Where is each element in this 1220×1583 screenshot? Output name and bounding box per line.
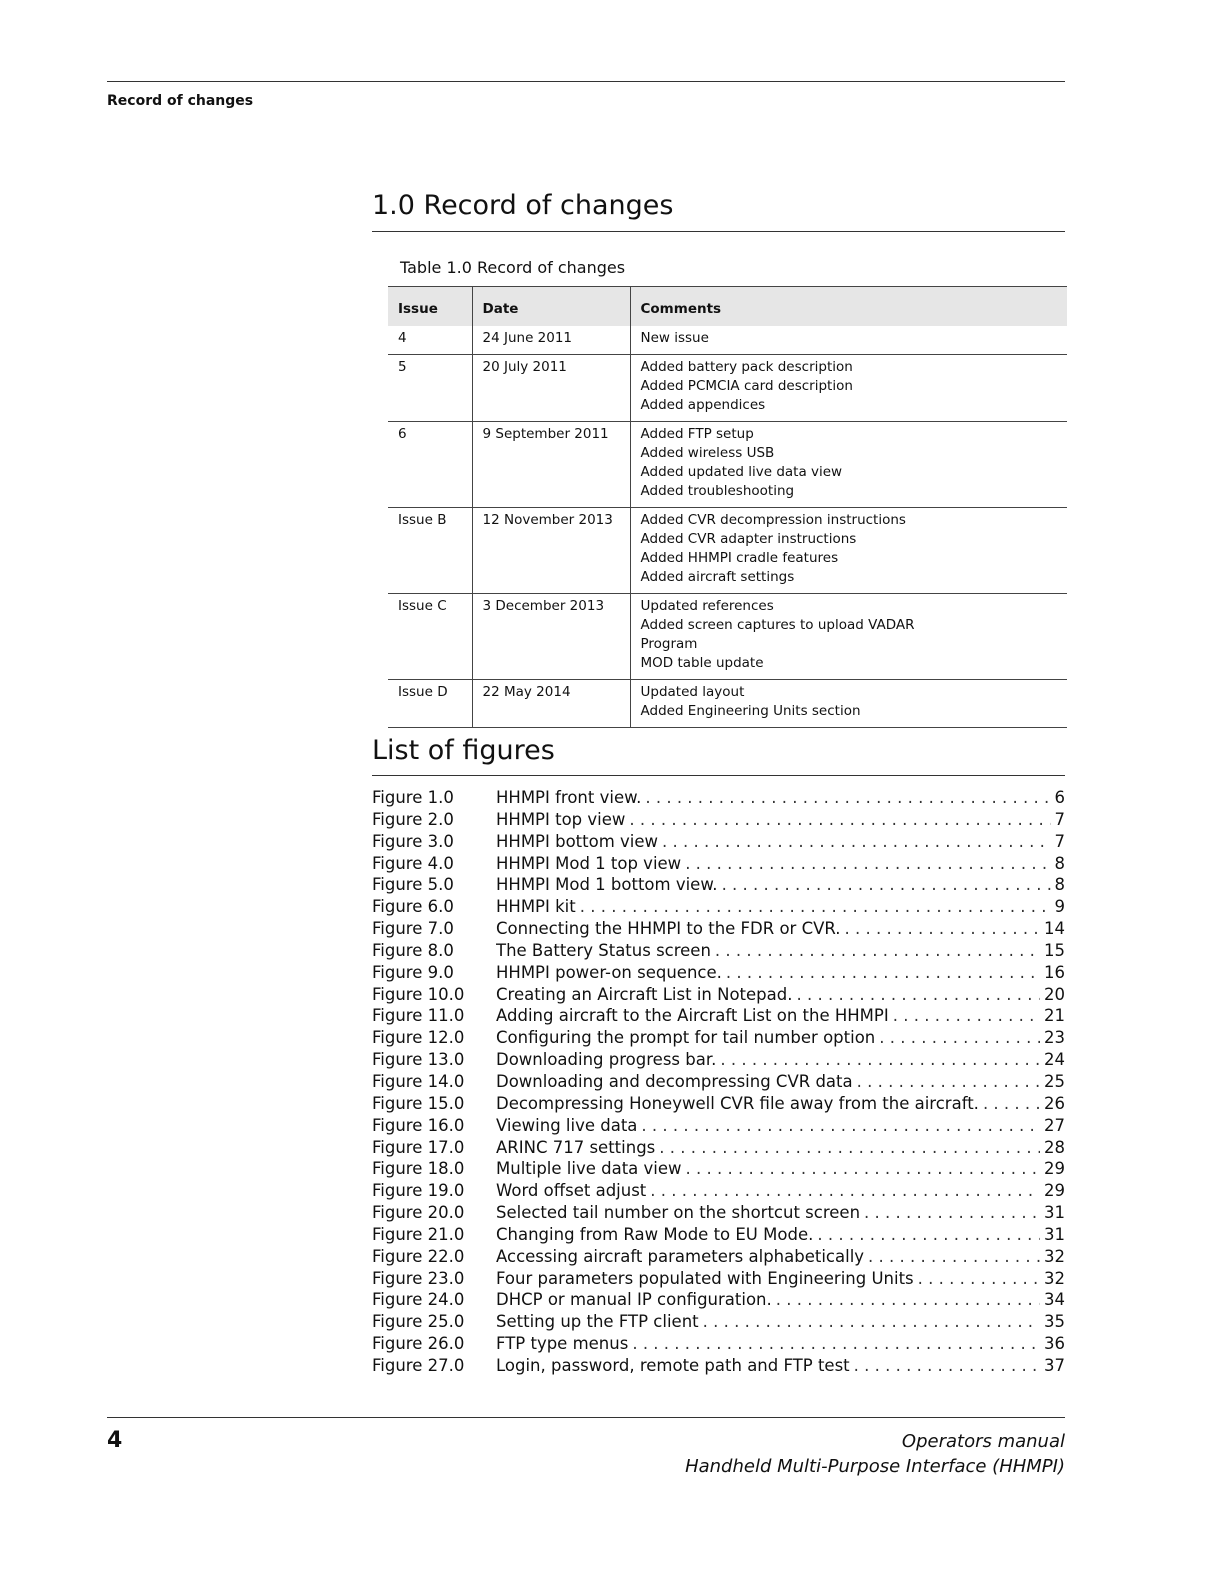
dot-leader xyxy=(854,1355,1040,1377)
dot-leader xyxy=(817,1224,1040,1246)
figure-number: Figure 4.0 xyxy=(372,853,454,873)
figure-page: 25 xyxy=(1044,1071,1065,1091)
date-cell: 20 July 2011 xyxy=(472,355,630,422)
figure-entry[interactable] xyxy=(372,1005,1065,1027)
figure-page: 32 xyxy=(1044,1246,1065,1266)
figure-entry[interactable] xyxy=(372,831,1065,853)
dot-leader xyxy=(650,1180,1040,1202)
comment-line: Updated layout xyxy=(640,684,745,700)
figure-entry[interactable] xyxy=(372,853,1065,875)
figure-page: 24 xyxy=(1044,1050,1065,1070)
figure-entry[interactable] xyxy=(372,1137,1065,1159)
figure-title: Creating an Aircraft List in Notepad. xyxy=(496,984,793,1004)
figure-entry[interactable] xyxy=(372,1333,1065,1355)
comments-cell xyxy=(630,680,1067,728)
comment-line: Added FTP setup xyxy=(640,426,754,442)
figure-title: Selected tail number on the shortcut screen xyxy=(496,1203,861,1223)
dot-leader xyxy=(641,1115,1040,1137)
dot-leader xyxy=(659,1137,1040,1159)
figure-number: Figure 5.0 xyxy=(372,875,454,895)
figure-page: 23 xyxy=(1044,1028,1065,1048)
issue-cell: Issue D xyxy=(388,680,472,728)
dot-leader xyxy=(983,1093,1040,1115)
figure-title: Four parameters populated with Engineering Units xyxy=(496,1268,914,1288)
comment-line: Added aircraft settings xyxy=(640,569,795,585)
figure-title: HHMPI power-on sequence. xyxy=(496,962,722,982)
figure-number: Figure 3.0 xyxy=(372,831,454,851)
figure-entry[interactable] xyxy=(372,1158,1065,1180)
figure-number: Figure 19.0 xyxy=(372,1181,465,1201)
figure-page: 8 xyxy=(1054,853,1065,873)
figure-entry[interactable] xyxy=(372,984,1065,1006)
figure-page: 20 xyxy=(1044,984,1065,1004)
figure-number: Figure 27.0 xyxy=(372,1355,465,1375)
comment-line: Added CVR adapter instructions xyxy=(640,531,857,547)
dot-leader xyxy=(776,1289,1040,1311)
figure-page: 35 xyxy=(1044,1312,1065,1332)
figure-number: Figure 8.0 xyxy=(372,940,454,960)
section-heading-rule xyxy=(372,231,1065,232)
figure-title: HHMPI Mod 1 bottom view. xyxy=(496,875,718,895)
figure-title: Word offset adjust xyxy=(496,1181,647,1201)
figure-title: HHMPI Mod 1 top view xyxy=(496,853,682,873)
comment-line: Added appendices xyxy=(640,397,766,413)
date-cell: 24 June 2011 xyxy=(472,326,630,355)
figure-entry[interactable] xyxy=(372,940,1065,962)
figure-page: 31 xyxy=(1044,1224,1065,1244)
comment-line: Program xyxy=(640,636,698,652)
dot-leader xyxy=(893,1005,1040,1027)
figure-title: Viewing live data xyxy=(496,1115,638,1135)
dot-leader xyxy=(726,962,1040,984)
figure-page: 29 xyxy=(1044,1181,1065,1201)
figure-number: Figure 25.0 xyxy=(372,1312,465,1332)
figure-title: Login, password, remote path and FTP test xyxy=(496,1355,850,1375)
comment-line: Added wireless USB xyxy=(640,445,775,461)
dot-leader xyxy=(715,940,1040,962)
dot-leader xyxy=(857,1071,1040,1093)
date-cell: 22 May 2014 xyxy=(472,680,630,728)
figure-entry[interactable] xyxy=(372,1180,1065,1202)
table-row xyxy=(388,326,1067,355)
figure-number: Figure 26.0 xyxy=(372,1334,465,1354)
figure-title: HHMPI front view. xyxy=(496,788,642,807)
figure-entry[interactable] xyxy=(372,1268,1065,1290)
figure-entry[interactable] xyxy=(372,1289,1065,1311)
comment-line: MOD table update xyxy=(640,655,764,671)
figure-entry[interactable] xyxy=(372,1027,1065,1049)
figure-number: Figure 10.0 xyxy=(372,984,465,1004)
issue-cell: Issue C xyxy=(388,594,472,680)
comment-line: Added battery pack description xyxy=(640,359,853,375)
figure-entry[interactable] xyxy=(372,809,1065,831)
figure-entry[interactable] xyxy=(372,1355,1065,1377)
figure-title: DHCP or manual IP configuration. xyxy=(496,1290,772,1310)
figure-title: Downloading and decompressing CVR data xyxy=(496,1071,853,1091)
figure-number: Figure 21.0 xyxy=(372,1224,465,1244)
dot-leader xyxy=(864,1202,1040,1224)
dot-leader xyxy=(662,831,1050,853)
date-cell: 9 September 2011 xyxy=(472,422,630,508)
footer-rule xyxy=(107,1417,1065,1418)
figure-page: 14 xyxy=(1044,919,1065,939)
figure-number: Figure 17.0 xyxy=(372,1137,465,1157)
figure-number: Figure 9.0 xyxy=(372,962,454,982)
page-number: 4 xyxy=(107,1428,123,1453)
header-rule xyxy=(107,81,1065,82)
figure-page: 27 xyxy=(1044,1115,1065,1135)
figure-page: 7 xyxy=(1054,831,1065,851)
comment-line: Added updated live data view xyxy=(640,464,843,480)
table-header-row xyxy=(388,287,1067,327)
comment-line: Added PCMCIA card description xyxy=(640,378,853,394)
figure-entry[interactable] xyxy=(372,1093,1065,1115)
list-of-figures xyxy=(372,787,1065,1377)
figure-number: Figure 16.0 xyxy=(372,1115,465,1135)
figure-number: Figure 14.0 xyxy=(372,1071,465,1091)
figure-page: 8 xyxy=(1054,875,1065,895)
dot-leader xyxy=(629,809,1050,831)
comments-cell xyxy=(630,326,1067,355)
figure-number: Figure 18.0 xyxy=(372,1159,465,1179)
dot-leader xyxy=(685,853,1050,875)
issue-cell: Issue B xyxy=(388,508,472,594)
figure-entry[interactable] xyxy=(372,1202,1065,1224)
figure-title: Changing from Raw Mode to EU Mode. xyxy=(496,1224,814,1244)
figure-page: 36 xyxy=(1044,1334,1065,1354)
table-row xyxy=(388,422,1067,508)
comment-line: Added screen captures to upload VADAR xyxy=(640,617,915,633)
comment-line: Added troubleshooting xyxy=(640,483,795,499)
figure-title: Setting up the FTP client xyxy=(496,1312,699,1332)
comment-line: New issue xyxy=(640,330,709,346)
figure-entry[interactable] xyxy=(372,1049,1065,1071)
comments-cell xyxy=(630,594,1067,680)
figure-entry[interactable] xyxy=(372,874,1065,896)
figure-page: 32 xyxy=(1044,1268,1065,1288)
record-of-changes-table xyxy=(388,286,1067,728)
figure-entry[interactable] xyxy=(372,918,1065,940)
table-row xyxy=(388,594,1067,680)
figure-page: 26 xyxy=(1044,1093,1065,1113)
figure-number: Figure 23.0 xyxy=(372,1268,465,1288)
column-header-comments: Comments xyxy=(630,287,1067,327)
figure-number: Figure 7.0 xyxy=(372,919,454,939)
figure-page: 31 xyxy=(1044,1203,1065,1223)
figure-page: 34 xyxy=(1044,1290,1065,1310)
comment-line: Added HHMPI cradle features xyxy=(640,550,839,566)
figure-number: Figure 15.0 xyxy=(372,1093,465,1113)
comments-cell xyxy=(630,355,1067,422)
figure-title: Connecting the HHMPI to the FDR or CVR. xyxy=(496,919,841,939)
running-header: Record of changes xyxy=(107,93,254,109)
figure-entry[interactable] xyxy=(372,1246,1065,1268)
figure-title: Configuring the prompt for tail number option xyxy=(496,1028,876,1048)
issue-cell: 5 xyxy=(388,355,472,422)
figure-number: Figure 2.0 xyxy=(372,809,454,829)
dot-leader xyxy=(868,1246,1040,1268)
dot-leader xyxy=(720,1049,1040,1071)
figure-number: Figure 20.0 xyxy=(372,1203,465,1223)
figure-entry[interactable] xyxy=(372,1311,1065,1333)
dot-leader xyxy=(645,787,1050,809)
figure-title: The Battery Status screen xyxy=(496,940,711,960)
table-row xyxy=(388,355,1067,422)
figure-page: 37 xyxy=(1044,1355,1065,1375)
figure-entry[interactable] xyxy=(372,1224,1065,1246)
figure-title: ARINC 717 settings xyxy=(496,1137,656,1157)
figure-number: Figure 22.0 xyxy=(372,1246,465,1266)
figure-page: 29 xyxy=(1044,1159,1065,1179)
figure-page: 21 xyxy=(1044,1006,1065,1026)
figure-entry[interactable] xyxy=(372,1071,1065,1093)
dot-leader xyxy=(918,1268,1040,1290)
figure-page: 15 xyxy=(1044,940,1065,960)
figure-entry[interactable] xyxy=(372,962,1065,984)
figure-number: Figure 1.0 xyxy=(372,788,454,807)
date-cell: 3 December 2013 xyxy=(472,594,630,680)
table-row xyxy=(388,508,1067,594)
issue-cell: 4 xyxy=(388,326,472,355)
table-row xyxy=(388,680,1067,728)
figure-title: FTP type menus xyxy=(496,1334,629,1354)
comment-line: Updated references xyxy=(640,598,774,614)
figure-page: 16 xyxy=(1044,962,1065,982)
list-of-figures-heading: List of figures xyxy=(372,735,555,766)
figure-title: Accessing aircraft parameters alphabetically xyxy=(496,1246,865,1266)
dot-leader xyxy=(845,918,1040,940)
dot-leader xyxy=(879,1027,1040,1049)
comments-cell xyxy=(630,422,1067,508)
issue-cell: 6 xyxy=(388,422,472,508)
figure-title: Decompressing Honeywell CVR file away from the aircraft. xyxy=(496,1093,979,1113)
column-header-issue: Issue xyxy=(388,287,472,327)
dot-leader xyxy=(632,1333,1040,1355)
footer-manual-title: Operators manual xyxy=(901,1431,1065,1452)
figure-title: Downloading progress bar. xyxy=(496,1050,717,1070)
figure-number: Figure 6.0 xyxy=(372,897,454,917)
dot-leader xyxy=(796,984,1040,1006)
footer-product-name: Handheld Multi-Purpose Interface (HHMPI) xyxy=(685,1456,1065,1477)
comments-cell xyxy=(630,508,1067,594)
figure-page: 9 xyxy=(1054,897,1065,917)
figure-entry[interactable] xyxy=(372,1115,1065,1137)
comment-line: Added Engineering Units section xyxy=(640,703,861,719)
table-caption: Table 1.0 Record of changes xyxy=(400,258,626,277)
date-cell: 12 November 2013 xyxy=(472,508,630,594)
dot-leader xyxy=(686,1158,1040,1180)
figure-title: Adding aircraft to the Aircraft List on the HHMPI xyxy=(496,1006,889,1026)
figure-entry[interactable] xyxy=(372,787,1065,809)
figure-number: Figure 12.0 xyxy=(372,1028,465,1048)
dot-leader xyxy=(722,874,1051,896)
figure-number: Figure 13.0 xyxy=(372,1050,465,1070)
figure-entry[interactable] xyxy=(372,896,1065,918)
figure-page: 7 xyxy=(1054,809,1065,829)
column-header-date: Date xyxy=(472,287,630,327)
dot-leader xyxy=(703,1311,1040,1333)
figure-title: HHMPI top view xyxy=(496,809,626,829)
dot-leader xyxy=(580,896,1051,918)
comment-line: Added CVR decompression instructions xyxy=(640,512,906,528)
figure-title: Multiple live data view xyxy=(496,1159,682,1179)
list-of-figures-rule xyxy=(372,775,1065,776)
figure-title: HHMPI bottom view xyxy=(496,831,659,851)
figure-page: 28 xyxy=(1044,1137,1065,1157)
figure-title: HHMPI kit xyxy=(496,897,576,917)
figure-number: Figure 24.0 xyxy=(372,1290,465,1310)
figure-number: Figure 11.0 xyxy=(372,1006,465,1026)
section-heading: 1.0 Record of changes xyxy=(372,190,674,221)
figure-page: 6 xyxy=(1054,788,1065,807)
